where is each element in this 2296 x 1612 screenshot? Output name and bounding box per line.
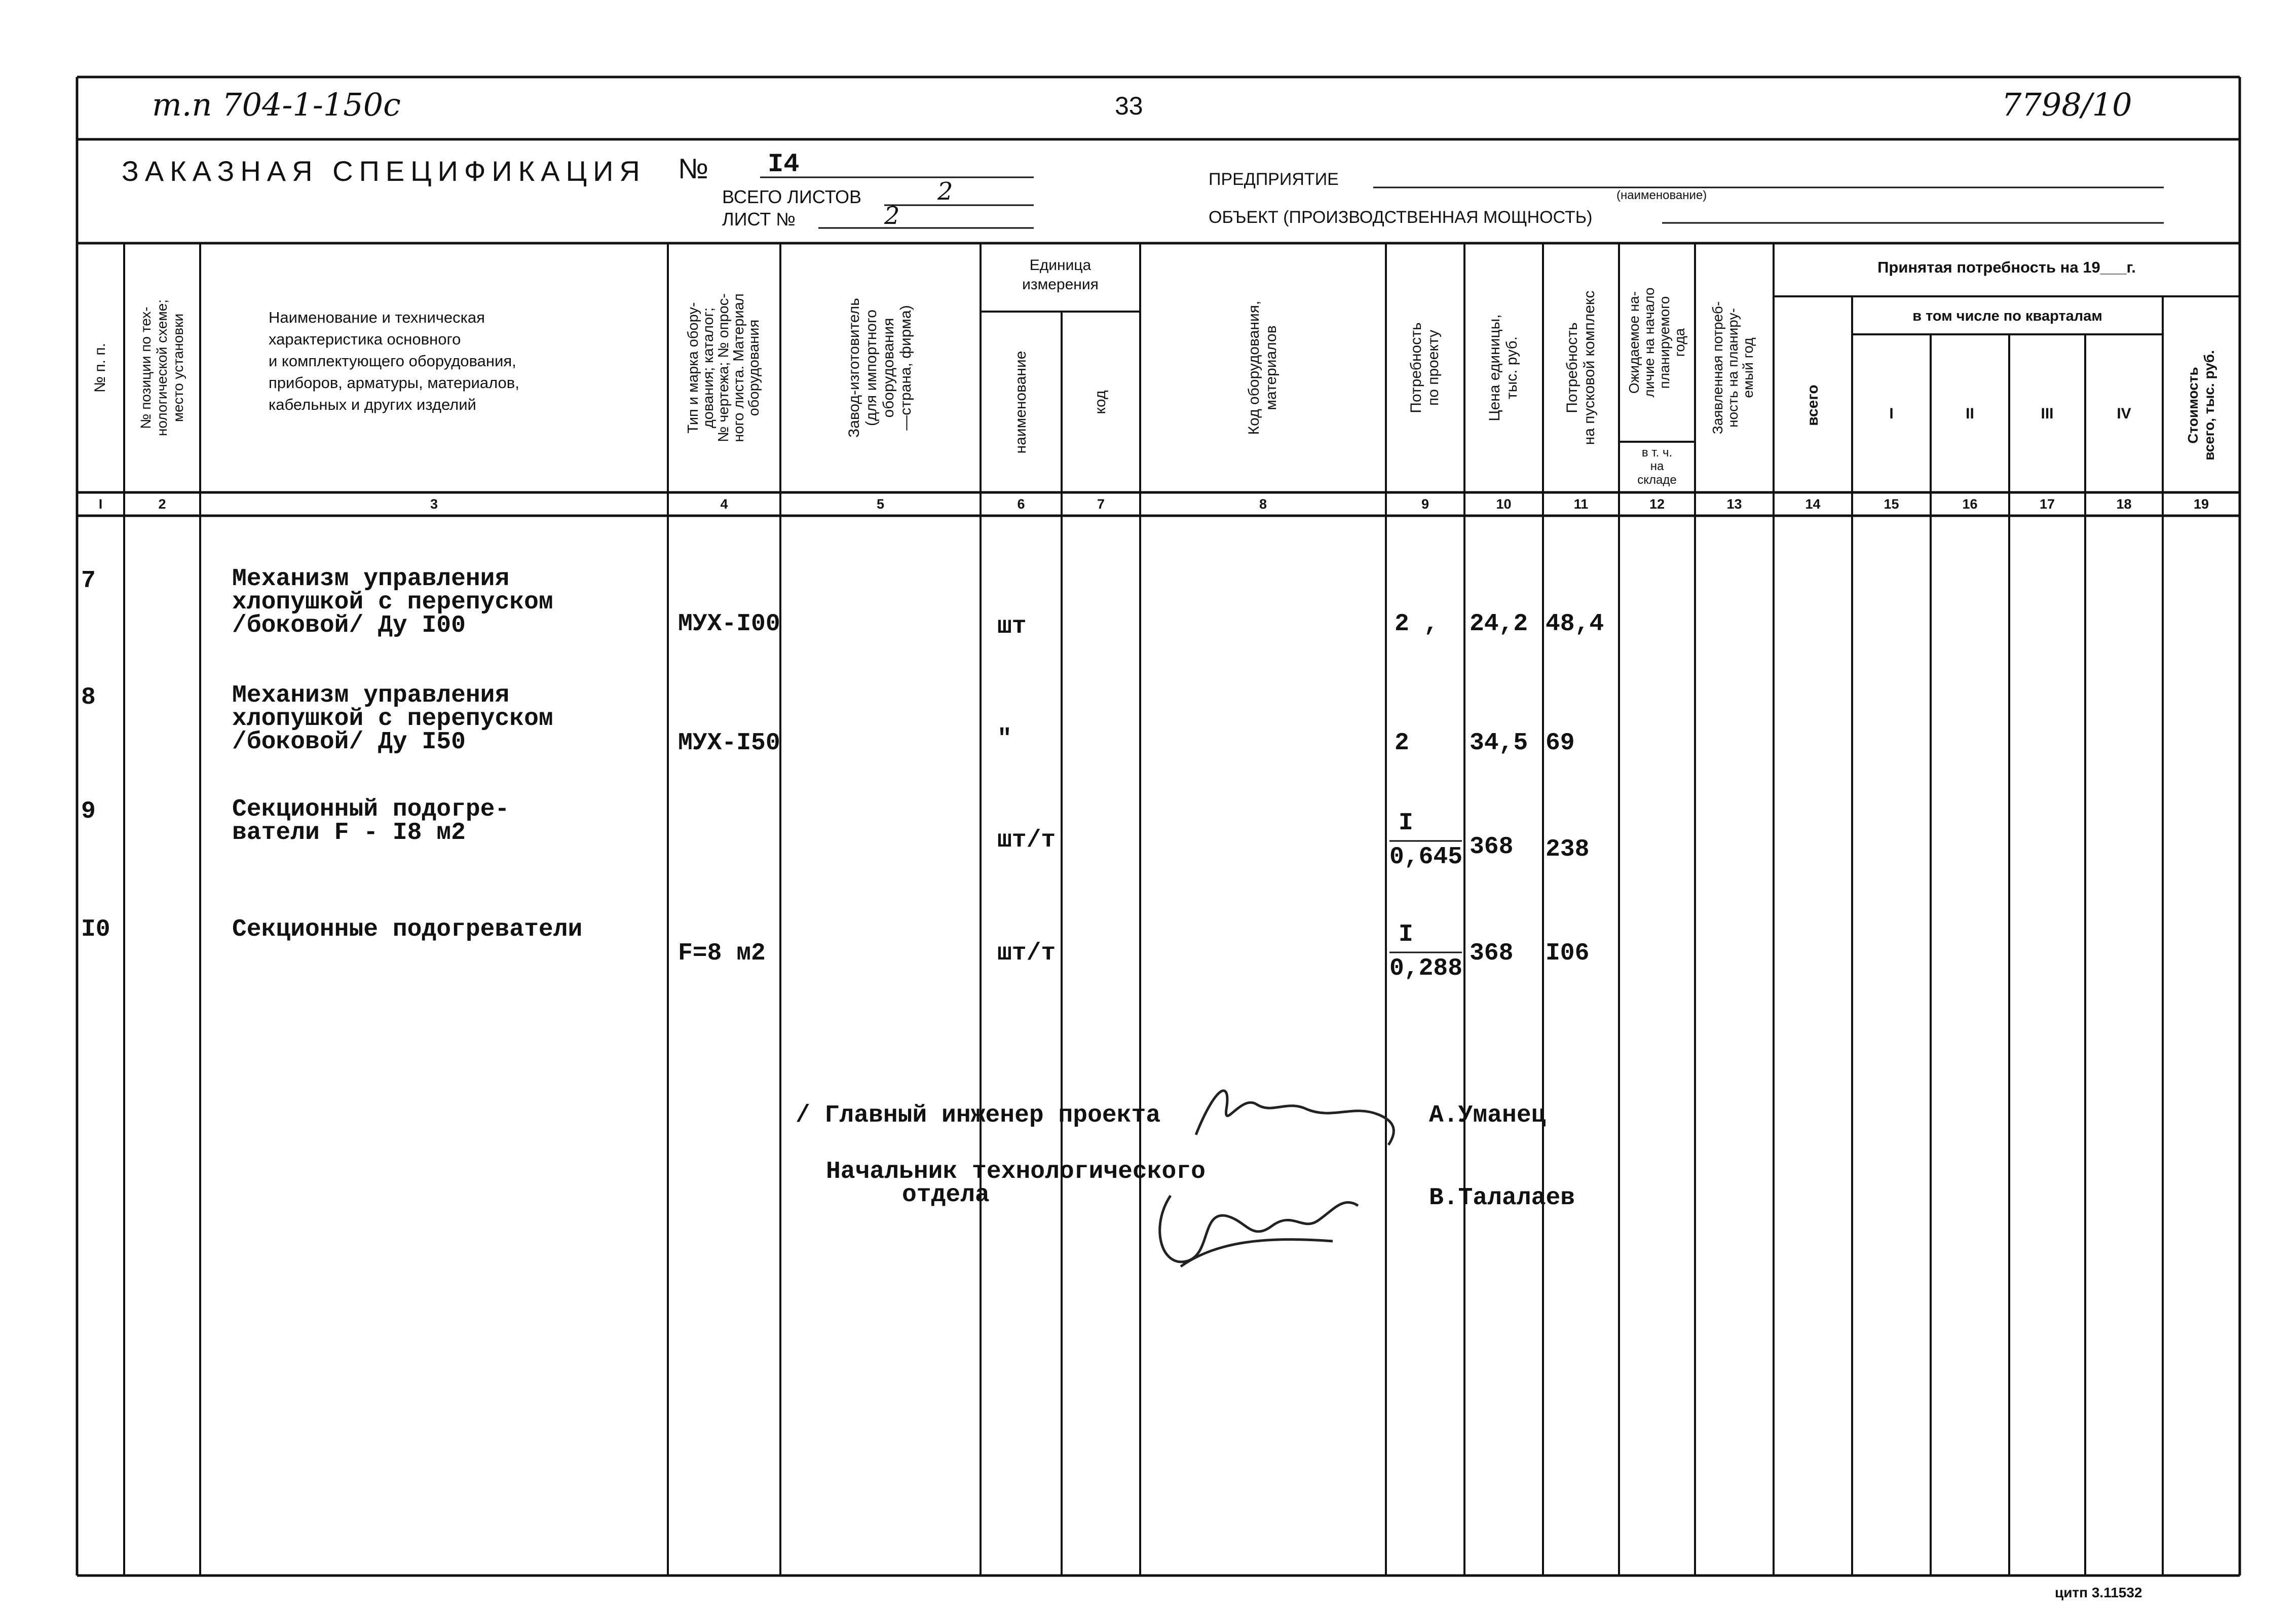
col-header-14: всего bbox=[1804, 385, 1821, 426]
row-8-qty: 2 bbox=[1395, 730, 1409, 757]
col-number: 3 bbox=[430, 496, 438, 512]
total-sheets-value: 2 bbox=[937, 177, 953, 206]
col-number: 17 bbox=[2039, 496, 2055, 512]
col-number: 2 bbox=[158, 496, 166, 512]
row-10-unit: шт/т bbox=[997, 940, 1056, 967]
row-8-type: МУХ-I50 bbox=[678, 730, 780, 757]
unit-group-header: Единица измерения bbox=[1022, 257, 1099, 293]
col-number: 10 bbox=[1496, 496, 1512, 512]
col-number: 18 bbox=[2116, 496, 2132, 512]
row-9-unit: шт/т bbox=[997, 827, 1056, 854]
col-number: 8 bbox=[1259, 496, 1267, 512]
total-sheets-label: ВСЕГО ЛИСТОВ bbox=[722, 186, 861, 207]
row-7-name: Механизм управления хлопушкой с перепуском /боковой/ Ду I00 bbox=[232, 565, 553, 639]
col-header-5: Завод-изготовитель (для импортного оборудования —страна, фирма) bbox=[846, 298, 914, 438]
enterprise-label: ПРЕДПРИЯТИЕ bbox=[1209, 170, 1339, 189]
doc-code: т.п 704-1-150с bbox=[152, 86, 401, 123]
col-header-6: наименование bbox=[1012, 351, 1029, 454]
row-7-num: 7 bbox=[81, 567, 96, 595]
row-8-name: Механизм управления хлопушкой с перепуском /боковой/ Ду I50 bbox=[232, 682, 553, 756]
row-10-name: Секционные подогреватели bbox=[232, 916, 583, 943]
row-9-num: 9 bbox=[81, 798, 96, 825]
sheet-value: 2 bbox=[884, 202, 900, 230]
row-10-qty-top: I bbox=[1399, 921, 1413, 948]
head-of-department-signature bbox=[1140, 1165, 1404, 1282]
naming-note: (наименование) bbox=[1616, 188, 1707, 202]
col-number: 9 bbox=[1421, 496, 1429, 512]
col-header-11: Потребность на пусковой комплекс bbox=[1564, 290, 1598, 445]
head-of-department-name: В.Талалаев bbox=[1429, 1184, 1575, 1212]
col-number: 11 bbox=[1573, 496, 1589, 512]
spec-number: I4 bbox=[768, 149, 800, 179]
col-header-8: Код оборудования, материалов bbox=[1246, 300, 1279, 435]
spec-heading: ЗАКАЗНАЯ СПЕЦИФИКАЦИЯ bbox=[122, 155, 646, 187]
footer-stamp: цитп 3.11532 bbox=[2055, 1585, 2142, 1600]
chief-engineer-name: А.Уманец bbox=[1429, 1102, 1546, 1129]
col-header-2: № позиции по тех- нологической схеме; место установки bbox=[138, 299, 186, 437]
row-9-need: 238 bbox=[1546, 836, 1590, 863]
col-header-13: Заявленная потреб- ность на планиру- емый год bbox=[1710, 301, 1756, 435]
row-7-type: МУХ-I00 bbox=[678, 610, 780, 638]
row-7-need: 48,4 bbox=[1546, 610, 1604, 638]
row-7-price: 24,2 bbox=[1470, 610, 1528, 638]
col-number: 7 bbox=[1097, 496, 1105, 512]
row-9-price: 368 bbox=[1470, 833, 1514, 861]
object-label: ОБЪЕКТ (ПРОИЗВОДСТВЕННАЯ МОЩНОСТЬ) bbox=[1209, 208, 1593, 227]
col-header-1: № п. п. bbox=[92, 342, 108, 393]
col-number: 15 bbox=[1884, 496, 1899, 512]
col-number: 13 bbox=[1726, 496, 1742, 512]
row-10-need: I06 bbox=[1546, 940, 1590, 967]
row-9-name: Секционный подогре- ватели F - I8 м2 bbox=[232, 796, 510, 847]
col-number: 6 bbox=[1017, 496, 1025, 512]
row-8-unit: " bbox=[997, 725, 1012, 753]
head-of-department-label: Начальник технологического отдела bbox=[826, 1158, 1206, 1209]
accepted-group-header: Принятая потребность на 19___г. bbox=[1877, 258, 2136, 276]
col-header-17: III bbox=[2041, 405, 2054, 422]
row-10-qty-bottom: 0,288 bbox=[1389, 955, 1463, 982]
col-header-18: IV bbox=[2117, 405, 2131, 422]
row-10-num: I0 bbox=[81, 916, 110, 943]
col-header-9: Потребность по проекту bbox=[1408, 322, 1442, 413]
col-header-19: Стоимость всего, тыс. руб. bbox=[2185, 350, 2217, 460]
col-number: 19 bbox=[2193, 496, 2209, 512]
col-number: 5 bbox=[876, 496, 885, 512]
col-number: 14 bbox=[1805, 496, 1821, 512]
row-8-need: 69 bbox=[1546, 730, 1575, 757]
chief-engineer-label: / Главный инженер проекта bbox=[796, 1102, 1161, 1129]
col-header-15: I bbox=[1889, 405, 1894, 422]
col-header-12-sub: в т. ч. на складе bbox=[1637, 446, 1677, 487]
col-header-3: Наименование и техническая характеристика основного и комплектующего оборудования, приборов, арматуры, материалов, кабельных и других изделий bbox=[269, 309, 519, 413]
spec-number-sign: № bbox=[678, 152, 709, 184]
archive-number: 7798/10 bbox=[2002, 86, 2132, 123]
col-header-12: Ожидаемое на- личие на начало планируемого года bbox=[1626, 287, 1687, 398]
chief-engineer-signature bbox=[1186, 1074, 1414, 1155]
row-8-price: 34,5 bbox=[1470, 730, 1528, 757]
col-header-16: II bbox=[1966, 405, 1974, 422]
col-header-10: Цена единицы, тыс. руб. bbox=[1486, 314, 1520, 421]
col-number: 12 bbox=[1649, 496, 1665, 512]
row-7-qty: 2 , bbox=[1395, 610, 1439, 638]
quarters-group-header: в том числе по кварталам bbox=[1912, 308, 2102, 324]
row-9-qty-bottom: 0,645 bbox=[1389, 843, 1463, 871]
row-10-price: 368 bbox=[1470, 940, 1514, 967]
col-number: 16 bbox=[1962, 496, 1978, 512]
col-header-4: Тип и марка обору- дования; каталог; № чертежа; № опрос- ного листа. Материал оборудования bbox=[685, 293, 762, 442]
col-number: 4 bbox=[720, 496, 728, 512]
row-8-num: 8 bbox=[81, 684, 96, 711]
row-9-qty-top: I bbox=[1399, 810, 1413, 837]
page-number: 33 bbox=[1115, 92, 1143, 120]
row-7-unit: шт bbox=[997, 613, 1027, 640]
col-number: I bbox=[98, 496, 103, 512]
sheet-label: ЛИСТ № bbox=[722, 209, 796, 229]
col-header-7: код bbox=[1092, 390, 1109, 414]
row-10-type: F=8 м2 bbox=[678, 940, 766, 967]
